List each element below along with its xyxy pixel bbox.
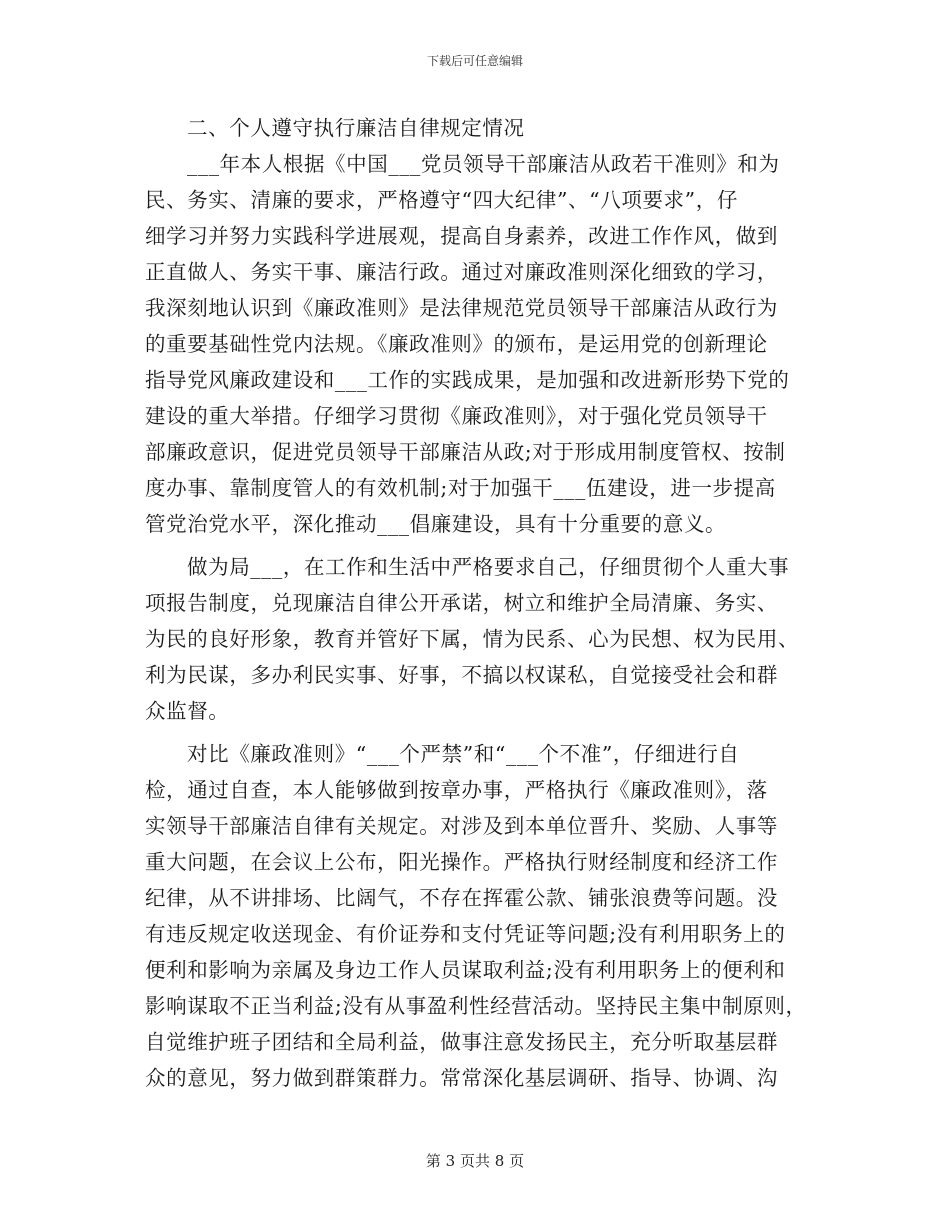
paragraph-spacer [145, 542, 805, 549]
text-line: 影响谋取不正当利益;没有从事盈利性经营活动。坚持民主集中制原则， [145, 994, 807, 1018]
text-line: 实领导干部廉洁自律有关规定。对涉及到本单位晋升、奖励、人事等 [145, 814, 778, 838]
text-line: 自觉维护班子团结和全局利益，做事注意发扬民主，充分听取基层群 [145, 1030, 778, 1054]
paragraph-spacer [145, 729, 805, 736]
text-line: 便利和影响为亲属及身边工作人员谋取利益;没有利用职务上的便利和 [145, 958, 786, 982]
text-line: 管党治党水平，深化推动___倡廉建设，具有十分重要的意义。 [145, 512, 727, 536]
text-line: 众的意见，努力做到群策群力。常常深化基层调研、指导、协调、沟 [145, 1066, 778, 1090]
text-line: 纪律，从不讲排场、比阔气，不存在挥霍公款、铺张浪费等问题。没 [145, 886, 778, 910]
text-line: 有违反规定收送现金、有价证券和支付凭证等问题;没有利用职务上的 [145, 922, 786, 946]
text-line: 建设的重大举措。仔细学习贯彻《廉政准则》，对于强化党员领导干 [145, 404, 768, 428]
text-line: 重大问题，在会议上公布，阳光操作。严格执行财经制度和经济工作 [145, 850, 778, 874]
text-line: 部廉政意识，促进党员领导干部廉洁从政;对于形成用制度管权、按制 [145, 440, 786, 464]
text-line: 细学习并努力实践科学进展观，提高自身素养，改进工作作风，做到 [145, 224, 778, 248]
text-line: 项报告制度，兑现廉洁自律公开承诺，树立和维护全局清廉、务实、 [145, 591, 778, 615]
text-line: 为民的良好形象，教育并管好下属，情为民系、心为民想、权为民用、 [145, 627, 800, 651]
text-line: 众监督。 [145, 699, 230, 723]
text-line: 我深刻地认识到《廉政准则》是法律规范党员领导干部廉洁从政行为 [145, 296, 778, 320]
text-line: 检，通过自查，本人能够做到按章办事，严格执行《廉政准则》，落 [145, 778, 768, 802]
text-line: 指导党风廉政建设和___工作的实践成果，是加强和改进新形势下党的 [145, 368, 790, 392]
page-footer: 第 3 页共 8 页 [425, 1152, 525, 1170]
paragraph-2 [145, 549, 805, 729]
paragraph-1 [145, 146, 805, 542]
section-heading: 二、个人遵守执行廉洁自律规定情况 [187, 116, 525, 140]
text-line: 利为民谋，多办利民实事、好事，不搞以权谋私，自觉接受社会和群 [145, 663, 778, 687]
text-line: 做为局___，在工作和生活中严格要求自己，仔细贯彻个人重大事 [187, 555, 790, 579]
text-line: ___年本人根据《中国___党员领导干部廉洁从政若干准则》和为 [187, 152, 780, 176]
paragraph-3 [145, 736, 805, 1096]
text-line: 民、务实、清廉的要求，严格遵守“四大纪律”、“八项要求”，仔 [145, 188, 738, 212]
text-line: 度办事、靠制度管人的有效机制;对于加强干___伍建设，进一步提高 [145, 476, 776, 500]
document-body [145, 110, 805, 1096]
text-line: 正直做人、务实干事、廉洁行政。通过对廉政准则深化细致的学习， [145, 260, 778, 284]
page-header: 下载后可任意编辑 [426, 54, 523, 68]
text-line: 对比《廉政准则》“___个严禁”和“___个不准”，仔细进行自 [187, 742, 740, 766]
text-line: 的重要基础性党内法规。《廉政准则》的颁布，是运用党的创新理论 [145, 332, 768, 356]
